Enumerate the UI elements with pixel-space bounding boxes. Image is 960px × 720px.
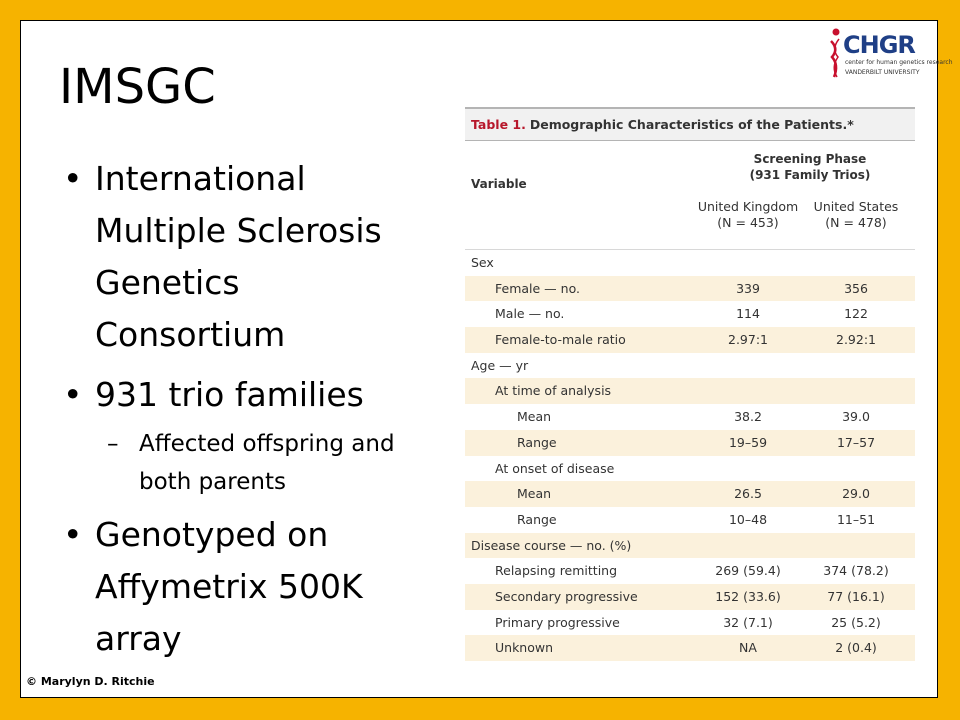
table-row xyxy=(465,610,915,636)
cell-uk: 19–59 xyxy=(728,434,768,450)
variable-header: Variable xyxy=(471,177,527,191)
table-row xyxy=(465,301,915,327)
logo-university: VANDERBILT UNIVERSITY xyxy=(845,69,920,76)
bullet-icon: • xyxy=(63,375,83,414)
copyright-text: © Marylyn D. Ritchie xyxy=(26,675,155,688)
slide xyxy=(20,20,953,698)
table-row xyxy=(465,378,915,404)
cell-us: 17–57 xyxy=(836,434,876,450)
cell-us: 39.0 xyxy=(842,409,870,425)
table-row xyxy=(465,584,915,610)
row-label: Age — yr xyxy=(471,357,529,373)
logo-name: CHGR xyxy=(843,31,915,59)
column-name: United States xyxy=(813,199,899,214)
cell-uk: 152 (33.6) xyxy=(715,588,781,604)
table-row xyxy=(465,276,915,302)
sub-bullet-item xyxy=(59,425,439,501)
phase-subtitle: (931 Family Trios) xyxy=(749,168,871,182)
table-number: Table 1. xyxy=(471,117,526,132)
slide-title: IMSGC xyxy=(59,59,216,115)
table-row xyxy=(465,353,915,379)
cell-us: 2 (0.4) xyxy=(835,640,877,656)
table-row xyxy=(465,250,915,276)
row-label: Mean xyxy=(517,486,552,502)
row-label: Relapsing remitting xyxy=(495,563,618,579)
cell-uk: 32 (7.1) xyxy=(723,614,773,630)
table-row xyxy=(465,558,915,584)
cell-uk: 26.5 xyxy=(734,486,762,502)
table-row xyxy=(465,327,915,353)
cell-uk: 38.2 xyxy=(734,409,762,425)
table-row xyxy=(465,507,915,533)
cell-us: 29.0 xyxy=(842,486,870,502)
bullet-item xyxy=(59,369,439,421)
table-row xyxy=(465,533,915,559)
bullet-item xyxy=(59,153,439,361)
demographics-table xyxy=(465,107,915,661)
column-n: (N = 478) xyxy=(825,215,887,230)
row-label: Mean xyxy=(517,409,552,425)
table-title: Demographic Characteristics of the Patients.* xyxy=(529,117,854,132)
cell-us: 2.92:1 xyxy=(836,332,876,348)
bullet-text: Genotyped on Affymetrix 500K array xyxy=(95,515,363,658)
cell-uk: 10–48 xyxy=(728,511,768,527)
row-label: Male — no. xyxy=(495,306,565,322)
bullet-icon: • xyxy=(63,515,83,554)
table-row xyxy=(465,456,915,482)
row-label: Female-to-male ratio xyxy=(495,332,626,348)
column-header-us xyxy=(801,199,911,231)
row-label: Unknown xyxy=(495,640,554,656)
cell-us: 122 xyxy=(844,306,868,322)
chgr-logo xyxy=(821,25,953,83)
row-label: At onset of disease xyxy=(495,460,615,476)
table-row xyxy=(465,404,915,430)
row-label: Disease course — no. (%) xyxy=(471,537,632,553)
cell-us: 374 (78.2) xyxy=(823,563,889,579)
bullet-text: International Multiple Sclerosis Genetics Consortium xyxy=(95,159,382,354)
cell-uk: 339 xyxy=(736,280,760,296)
cell-us: 77 (16.1) xyxy=(827,588,885,604)
bullet-text: 931 trio families xyxy=(95,375,364,414)
column-name: United Kingdom xyxy=(697,199,799,214)
phase-header xyxy=(705,151,915,183)
row-label: Range xyxy=(517,511,557,527)
table-header xyxy=(465,141,915,250)
bullet-icon: • xyxy=(63,159,83,198)
cell-uk: 269 (59.4) xyxy=(715,563,781,579)
bullet-item xyxy=(59,509,439,665)
cell-uk: 114 xyxy=(736,306,760,322)
table-body xyxy=(465,250,915,661)
row-label: At time of analysis xyxy=(495,383,612,399)
bullet-list xyxy=(59,153,439,673)
table-row xyxy=(465,481,915,507)
row-label: Primary progressive xyxy=(495,614,620,630)
cell-us: 25 (5.2) xyxy=(831,614,881,630)
table-row xyxy=(465,430,915,456)
row-label: Female — no. xyxy=(495,280,580,296)
row-label: Sex xyxy=(471,255,494,270)
table-caption xyxy=(465,107,915,141)
row-label: Range xyxy=(517,434,557,450)
table-row xyxy=(465,635,915,661)
cell-us: 11–51 xyxy=(836,511,876,527)
column-header-uk xyxy=(693,199,803,231)
figure-icon xyxy=(827,27,843,79)
phase-title: Screening Phase xyxy=(753,152,867,166)
row-label: Secondary progressive xyxy=(495,588,638,604)
dash-icon: – xyxy=(107,431,119,457)
logo-tagline: center for human genetics research xyxy=(845,59,953,66)
sub-bullet-text: Affected offspring and both parents xyxy=(139,431,395,495)
cell-uk: 2.97:1 xyxy=(728,332,768,348)
column-n: (N = 453) xyxy=(717,215,779,230)
cell-uk: NA xyxy=(739,640,757,656)
cell-us: 356 xyxy=(844,280,868,296)
